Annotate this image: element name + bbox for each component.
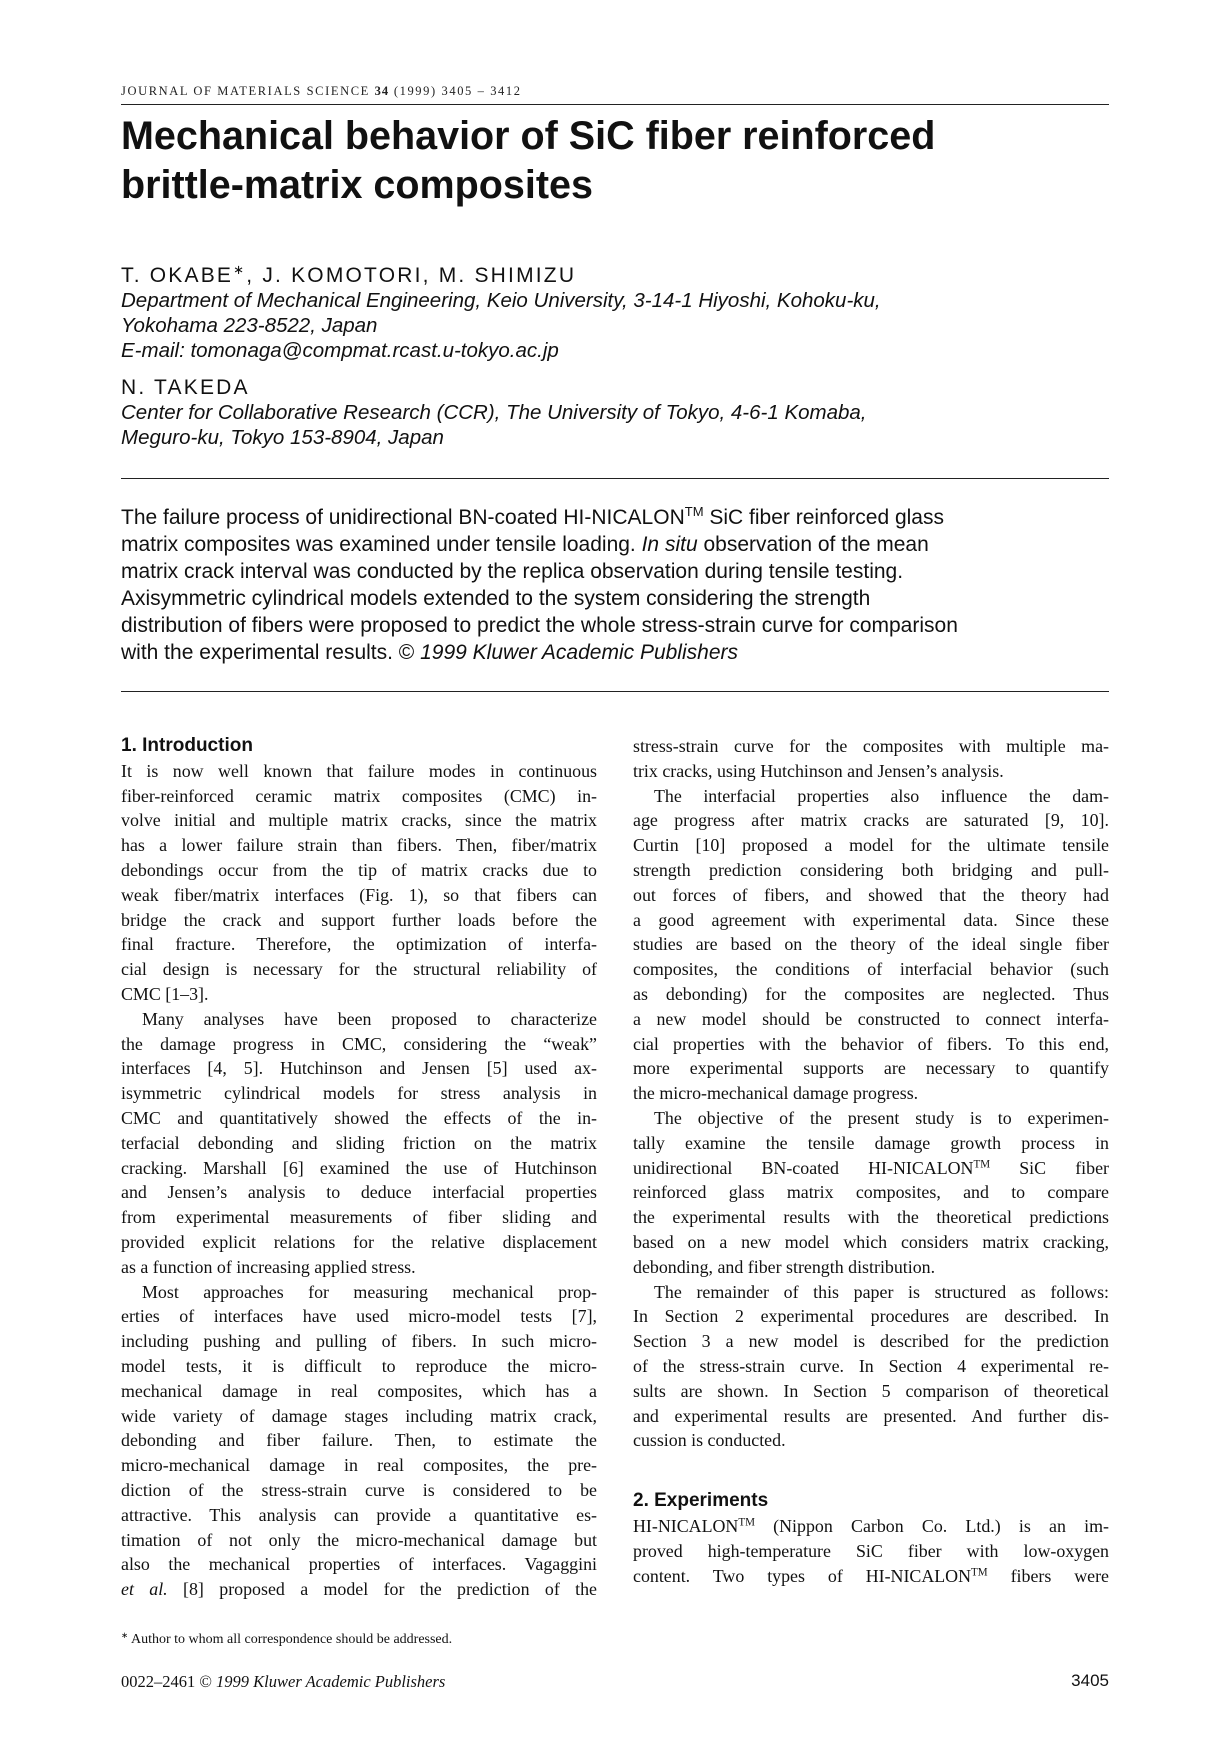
text-line: as debonding) for the composites are neglected. Thus (633, 983, 1109, 1004)
text-line: interfaces [4, 5]. Hutchinson and Jensen [5] used ax- (121, 1058, 597, 1079)
section-heading-experiments: 2. Experiments (633, 1490, 769, 1512)
text-line: diction of the stress-strain curve is considered to be (121, 1479, 597, 1500)
footnote: ∗ Author to whom all correspondence should be addressed. (121, 1629, 453, 1647)
text-line: from experimental measurements of fiber sliding and (121, 1207, 597, 1228)
text-line: sults are shown. In Section 5 comparison of theoretical (633, 1380, 1109, 1401)
footer-publisher: 1999 Kluwer Academic Publishers (216, 1672, 446, 1691)
abstract-bottom-rule (121, 691, 1109, 692)
text-line: mechanical damage in real composites, which has a (121, 1380, 597, 1401)
text-line: proved high-temperature SiC fiber with low-oxygen (633, 1540, 1109, 1561)
affiliation-1-line-1: Department of Mechanical Engineering, Keio University, 3-14-1 Hiyoshi, Kohoku-ku, (121, 289, 881, 312)
text-line: based on a new model which considers matrix cracking, (633, 1231, 1109, 1252)
paper-title (121, 112, 1109, 210)
text-line: and Jensen’s analysis to deduce interfacial properties (121, 1182, 597, 1203)
text-line: CMC and quantitatively showed the effects of the in- (121, 1107, 597, 1128)
affiliation-1 (121, 288, 881, 363)
journal-year-pages: (1999) 3405 – 3412 (393, 84, 522, 98)
affiliation-2 (121, 400, 867, 450)
text-line: and experimental results are presented. And further dis- (633, 1405, 1109, 1426)
text-line: Section 3 a new model is described for the prediction (633, 1331, 1109, 1352)
text-line: age progress after matrix cracks are saturated [9, 10]. (633, 810, 1109, 831)
header-rule (121, 104, 1109, 105)
section-gap (633, 1453, 1109, 1489)
corresponding-star: ∗ (233, 262, 247, 278)
text-line: a good agreement with experimental data. Since these (633, 909, 1109, 930)
text-line: et al. [8] proposed a model for the prediction of the (121, 1579, 598, 1600)
journal-name: JOURNAL OF MATERIALS SCIENCE (121, 84, 370, 98)
text-line: cial design is necessary for the structural reliability of (121, 959, 597, 980)
abstract-line: The failure process of unidirectional BN-coated HI-NICALON™ SiC fiber reinforced glass (121, 504, 944, 529)
paragraph (121, 759, 597, 1007)
text-line: Curtin [10] proposed a model for the ultimate tensile (633, 835, 1109, 856)
text-line: CMC [1–3]. (121, 983, 209, 1004)
footnote-star: ∗ (121, 1629, 129, 1640)
text-line: debondings occur from the tip of matrix cracks due to (121, 859, 597, 880)
text-line: the experimental results with the theoretical predictions (633, 1207, 1109, 1228)
text-line: a new model should be constructed to connect interfa- (633, 1008, 1109, 1029)
text-line: terfacial debonding and sliding friction on the matrix (121, 1132, 597, 1153)
text-line: out forces of fibers, and showed that the theory had (633, 884, 1109, 905)
text-line: the micro-mechanical damage progress. (633, 1083, 919, 1104)
text-line: HI-NICALON™ (Nippon Carbon Co. Ltd.) is an im- (633, 1515, 1109, 1536)
paragraph (633, 1514, 1109, 1588)
paragraph (633, 734, 1109, 784)
author-names-2: N. TAKEDA (121, 376, 250, 399)
title-line-1: Mechanical behavior of SiC fiber reinforced (121, 114, 936, 158)
author-email: E-mail: tomonaga@compmat.rcast.u-tokyo.ac.jp (121, 339, 559, 362)
paragraph (633, 784, 1109, 1106)
paragraph (121, 1007, 597, 1280)
journal-volume: 34 (374, 84, 390, 98)
text-line: also the mechanical properties of interfaces. Vagaggini (121, 1554, 597, 1575)
text-line: studies are based on the theory of the ideal single fiber (633, 934, 1109, 955)
text-line: content. Two types of HI-NICALON™ fibers were (633, 1565, 1109, 1586)
text-line: wide variety of damage stages including matrix crack, (121, 1405, 597, 1426)
text-line: attractive. This analysis can provide a quantitative es- (121, 1504, 597, 1525)
text-line: reinforced glass matrix composites, and to compare (633, 1182, 1109, 1203)
affiliation-1-line-2: Yokohama 223-8522, Japan (121, 314, 378, 337)
affiliation-2-line-2: Meguro-ku, Tokyo 153-8904, Japan (121, 426, 444, 449)
abstract-line: Axisymmetric cylindrical models extended to the system considering the strength (121, 587, 871, 610)
journal-header (121, 84, 522, 99)
text-line: micro-mechanical damage in real composites, the pre- (121, 1455, 597, 1476)
text-line: tally examine the tensile damage growth process in (633, 1132, 1109, 1153)
text-line: fiber-reinforced ceramic matrix composites (CMC) in- (121, 785, 597, 806)
text-line: the damage progress in CMC, considering the “weak” (121, 1033, 597, 1054)
text-line: debonding, and fiber strength distribution. (633, 1256, 936, 1277)
text-line: Most approaches for measuring mechanical prop- (142, 1281, 597, 1302)
text-line: weak fiber/matrix interfaces (Fig. 1), so that fibers can (121, 884, 597, 905)
abstract-line: with the experimental results. © 1999 Kluwer Academic Publishers (121, 641, 738, 664)
page-number: 3405 (1071, 1671, 1109, 1690)
text-line: The interfacial properties also influence the dam- (654, 785, 1109, 806)
text-line: The objective of the present study is to experimen- (654, 1107, 1109, 1128)
text-line: trix cracks, using Hutchinson and Jensen’s analysis. (633, 760, 1004, 781)
abstract (121, 504, 1109, 666)
text-line: as a function of increasing applied stress. (121, 1256, 416, 1277)
text-line: cial properties with the behavior of fibers. To this end, (633, 1033, 1109, 1054)
footer-issn: 0022–2461 © 1999 Kluwer Academic Publishers (121, 1672, 446, 1691)
paragraph (121, 1280, 597, 1602)
text-line: Many analyses have been proposed to characterize (142, 1008, 597, 1029)
text-line: strength prediction considering both bridging and pull- (633, 859, 1109, 880)
abstract-line: matrix crack interval was conducted by the replica observation during tensile testing. (121, 560, 904, 583)
right-column (633, 734, 1109, 1588)
text-line: unidirectional BN-coated HI-NICALON™ SiC fiber (633, 1157, 1109, 1178)
text-line: of the stress-strain curve. In Section 4 experimental re- (633, 1355, 1109, 1376)
paragraph (633, 1106, 1109, 1280)
abstract-line: matrix composites was examined under tensile loading. In situ observation of the mean (121, 533, 929, 556)
abstract-top-rule (121, 478, 1109, 479)
left-column (121, 734, 597, 1602)
paragraph (633, 1280, 1109, 1454)
abstract-line: distribution of fibers were proposed to predict the whole stress-strain curve for comparison (121, 614, 958, 637)
text-line: volve initial and multiple matrix cracks, since the matrix (121, 810, 597, 831)
title-line-2: brittle-matrix composites (121, 163, 593, 207)
text-line: timation of not only the micro-mechanical damage but (121, 1529, 597, 1550)
text-line: more experimental supports are necessary to quantify (633, 1058, 1109, 1079)
text-line: composites, the conditions of interfacial behavior (such (633, 959, 1109, 980)
text-line: final fracture. Therefore, the optimization of interfa- (121, 934, 597, 955)
text-line: has a lower failure strain than fibers. Then, fiber/matrix (121, 835, 597, 856)
text-line: The remainder of this paper is structured as follows: (654, 1281, 1109, 1302)
text-line: cracking. Marshall [6] examined the use of Hutchinson (121, 1157, 597, 1178)
text-line: stress-strain curve for the composites with multiple ma- (633, 736, 1109, 756)
text-line: provided explicit relations for the relative displacement (121, 1231, 597, 1252)
text-line: debonding and fiber failure. Then, to estimate the (121, 1430, 597, 1451)
affiliation-2-line-1: Center for Collaborative Research (CCR), The University of Tokyo, 4-6-1 Komaba, (121, 401, 867, 424)
text-line: isymmetric cylindrical models for stress analysis in (121, 1083, 597, 1104)
text-line: erties of interfaces have used micro-model tests [7], (121, 1306, 597, 1327)
text-line: cussion is conducted. (633, 1430, 786, 1451)
text-line: bridge the crack and support further loads before the (121, 909, 597, 930)
paper-page (121, 0, 1109, 1748)
text-line: In Section 2 experimental procedures are described. In (633, 1306, 1109, 1327)
text-line: It is now well known that failure modes in continuous (121, 760, 597, 781)
text-line: model tests, it is difficult to reproduce the micro- (121, 1355, 597, 1376)
section-heading-introduction: 1. Introduction (121, 735, 253, 756)
text-line: including pushing and pulling of fibers. In such micro- (121, 1331, 597, 1352)
author-names-1: T. OKABE∗, J. KOMOTORI, M. SHIMIZU (121, 262, 577, 287)
